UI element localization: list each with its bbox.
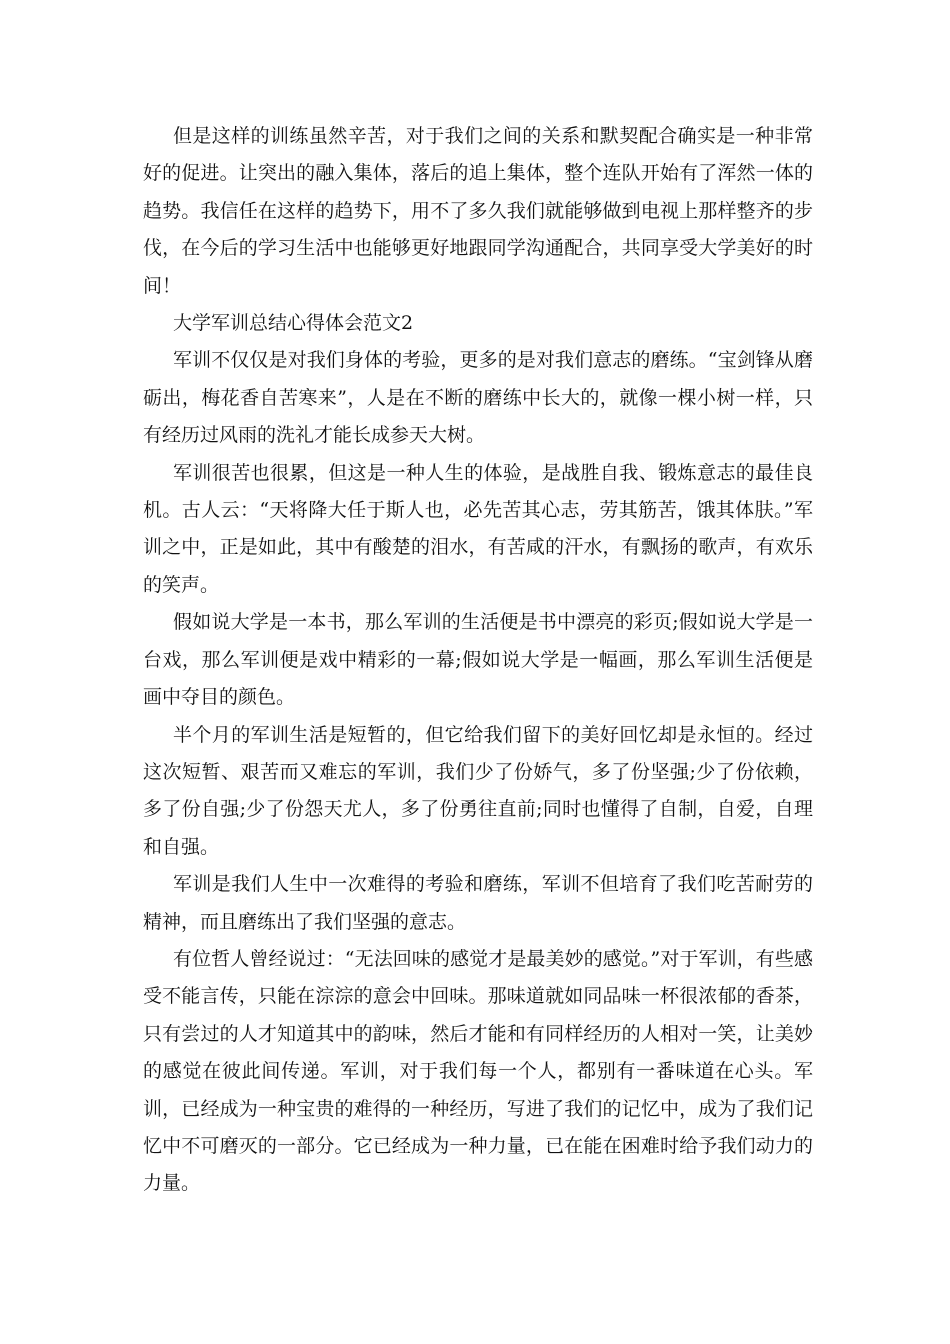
paragraph-2: 军训不仅仅是对我们身体的考验，更多的是对我们意志的磨练。“宝剑锋从磨砺出，梅花香自苦寒来”，人是在不断的磨练中长大的，就像一棵小树一样，只有经历过风雨的洗礼才能长成参天大树。 [143, 349, 813, 447]
section-heading: 大学军训总结心得体会范文2 [173, 312, 414, 335]
paragraph-4: 假如说大学是一本书，那么军训的生活便是书中漂亮的彩页;假如说大学是一台戏，那么军训便是戏中精彩的一幕;假如说大学是一幅画，那么军训生活便是画中夺目的颜色。 [143, 611, 813, 709]
paragraph-6: 军训是我们人生中一次难得的考验和磨练，军训不但培育了我们吃苦耐劳的精神，而且磨练出了我们坚强的意志。 [143, 873, 813, 933]
paragraph-5: 半个月的军训生活是短暂的，但它给我们留下的美好回忆却是永恒的。经过这次短暂、艰苦而又难忘的军训，我们少了份娇气，多了份坚强;少了份依赖，多了份自强;少了份怨天尤人，多了份勇往直前;同时也懂得了自制，自爱，自理和自强。 [143, 723, 813, 858]
paragraph-7: 有位哲人曾经说过：“无法回味的感觉才是最美妙的感觉。”对于军训，有些感受不能言传，只能在淙淙的意会中回味。那味道就如同品味一杯很浓郁的香茶，只有尝过的人才知道其中的韵味，然后才能和有同样经历的人相对一笑，让美妙的感觉在彼此间传递。军训，对于我们每一个人，都别有一番味道在心头。军训，已经成为一种宝贵的难得的一种经历，写进了我们的记忆中，成为了我们记忆中不可磨灭的一部分。它已经成为一种力量，已在能在困难时给予我们动力的力量。 [143, 947, 813, 1195]
document-body [143, 118, 813, 1203]
paragraph-1: 但是这样的训练虽然辛苦，对于我们之间的关系和默契配合确实是一种非常好的促进。让突出的融入集体，落后的追上集体，整个连队开始有了浑然一体的趋势。我信任在这样的趋势下，用不了多久我们就能够做到电视上那样整齐的步伐，在今后的学习生活中也能够更好地跟同学沟通配合，共同享受大学美好的时间！ [143, 125, 813, 297]
paragraph-3: 军训很苦也很累，但这是一种人生的体验，是战胜自我、锻炼意志的最佳良机。古人云：“天将降大任于斯人也，必先苦其心志，劳其筋苦，饿其体肤。”军训之中，正是如此，其中有酸楚的泪水，有苦咸的汗水，有飘扬的歌声，有欢乐的笑声。 [143, 461, 813, 596]
